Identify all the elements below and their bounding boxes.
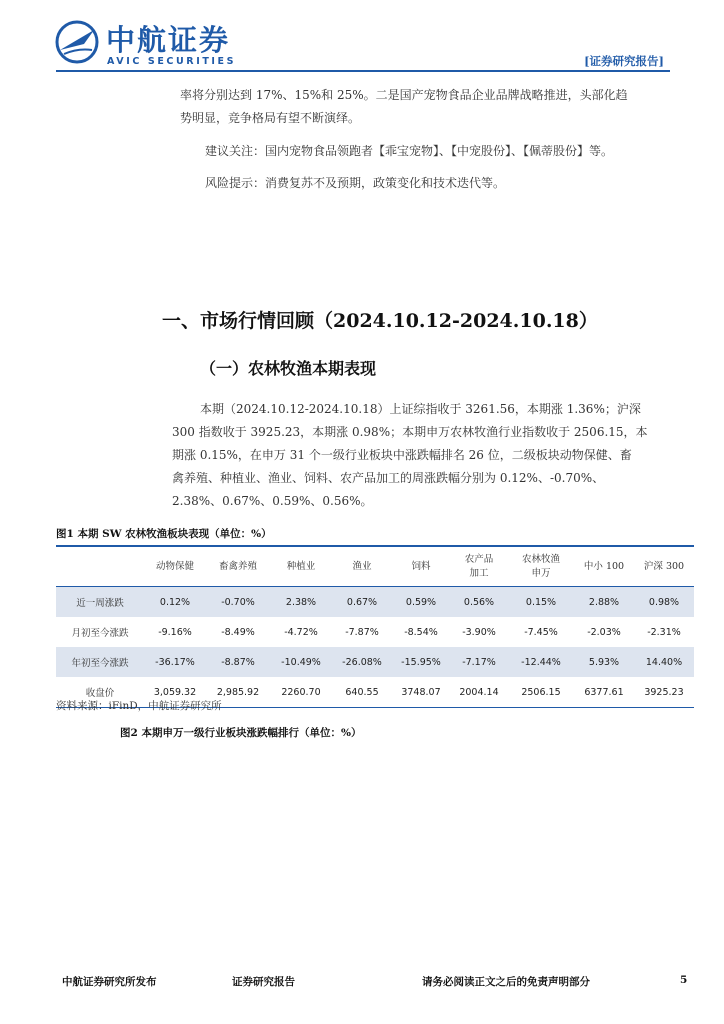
page-number: 5 bbox=[680, 974, 688, 986]
table-cell: 3,059.32 bbox=[153, 686, 197, 698]
table-cell: -2.03% bbox=[587, 626, 621, 638]
table-cell: -8.54% bbox=[404, 626, 438, 638]
table-cell: 2260.70 bbox=[281, 686, 321, 698]
row-label: 近一周涨跌 bbox=[56, 587, 144, 618]
table-row bbox=[56, 617, 694, 647]
header-cell: 中小 100 bbox=[583, 560, 625, 572]
suggest-paragraph: 建议关注：国内宠物食品领跑者【乖宝宠物】、【中宠股份】、【佩蒂股份】等。 bbox=[205, 144, 614, 158]
table-cell: -10.49% bbox=[270, 647, 332, 677]
table-cell: -0.70% bbox=[206, 587, 270, 618]
header-cell: 渔业 bbox=[352, 560, 372, 572]
table-row bbox=[56, 647, 694, 677]
market-para-line-2: 300 指数收于 3925.23，本期涨 0.98%；本期申万农林牧渔行业指数收于 2506.15，本 bbox=[172, 425, 648, 439]
header-cell: 沪深 300 bbox=[643, 560, 685, 572]
logo-chinese-name: 中航证券 bbox=[106, 23, 231, 57]
table-cell: -7.87% bbox=[345, 626, 379, 638]
table-cell: 0.15% bbox=[508, 587, 574, 618]
table-cell: -15.95% bbox=[392, 647, 450, 677]
table-cell: -8.87% bbox=[206, 647, 270, 677]
row-label: 月初至今涨跌 bbox=[71, 628, 129, 639]
row-label: 年初至今涨跌 bbox=[56, 647, 144, 677]
table-cell: 0.59% bbox=[392, 587, 450, 618]
table-cell: -7.17% bbox=[450, 647, 508, 677]
header-cell: 种植业 bbox=[286, 560, 316, 572]
market-para-line-1: 本期（2024.10.12-2024.10.18）上证综指收于 3261.56，本期涨 1.36%；沪深 bbox=[200, 402, 641, 416]
table-cell: 0.56% bbox=[450, 587, 508, 618]
table-cell: -12.44% bbox=[508, 647, 574, 677]
table-cell: 3925.23 bbox=[644, 686, 684, 698]
table-header-row bbox=[56, 546, 694, 587]
avic-logo-icon bbox=[54, 20, 100, 64]
table-cell: -8.49% bbox=[221, 626, 255, 638]
footer-disclaimer-note: 请务必阅读正文之后的免责声明部分 bbox=[422, 976, 590, 988]
section-heading: 一、市场行情回顾（2024.10.12-2024.10.18） bbox=[162, 310, 598, 332]
table-row bbox=[56, 587, 694, 618]
table-cell: -4.72% bbox=[284, 626, 318, 638]
header-cell: 饲料 bbox=[411, 560, 431, 572]
report-type-tag: [证券研究报告] bbox=[584, 54, 664, 68]
intro-line-1: 率将分别达到 17%、15%和 25%。二是国产宠物食品企业品牌战略推进，头部化趋 bbox=[180, 88, 628, 102]
table-cell: 5.93% bbox=[574, 647, 634, 677]
table-cell: 6377.61 bbox=[584, 686, 624, 698]
header-cell: 农产品 加工 bbox=[464, 553, 494, 579]
market-para-line-5: 2.38%、0.67%、0.59%、0.56%。 bbox=[172, 494, 373, 508]
market-para-line-3: 期涨 0.15%，在申万 31 个一级行业板块中涨跌幅排名 26 位，二级板块动物保健、畜 bbox=[172, 448, 632, 462]
table-cell: 14.40% bbox=[634, 647, 694, 677]
figure1-source: 资料来源：iFinD，中航证券研究所 bbox=[56, 700, 222, 712]
table-cell: 2004.14 bbox=[459, 686, 499, 698]
table-cell: 2.38% bbox=[270, 587, 332, 618]
table-cell: -7.45% bbox=[524, 626, 558, 638]
table-cell: 3748.07 bbox=[401, 686, 441, 698]
market-para-line-4: 禽养殖、种植业、渔业、饲料、农产品加工的周涨跌幅分别为 0.12%、-0.70%、 bbox=[172, 471, 605, 485]
subsection-heading: （一）农林牧渔本期表现 bbox=[200, 359, 377, 378]
row-label: 收盘价 bbox=[85, 688, 115, 699]
intro-line-2: 势明显，竞争格局有望不断演绎。 bbox=[180, 111, 361, 125]
risk-paragraph: 风险提示：消费复苏不及预期，政策变化和技术迭代等。 bbox=[205, 176, 506, 190]
header-cell bbox=[56, 546, 144, 587]
sector-performance-table bbox=[56, 545, 694, 708]
logo-english-name: AVIC SECURITIES bbox=[107, 56, 237, 67]
table-cell: 0.98% bbox=[634, 587, 694, 618]
footer-report-type: 证券研究报告 bbox=[232, 976, 295, 988]
header-cell: 畜禽养殖 bbox=[218, 560, 257, 572]
table-cell: -2.31% bbox=[647, 626, 681, 638]
table-cell: 2,985.92 bbox=[216, 686, 260, 698]
header-cell: 农林牧渔 申万 bbox=[521, 553, 560, 579]
table-cell: -3.90% bbox=[462, 626, 496, 638]
table-cell: 640.55 bbox=[345, 686, 379, 698]
table-cell: -9.16% bbox=[158, 626, 192, 638]
figure1-caption: 图1 本期 SW 农林牧渔板块表现（单位：%） bbox=[56, 528, 272, 540]
header-cell: 动物保健 bbox=[155, 560, 194, 572]
table-cell: 0.67% bbox=[332, 587, 392, 618]
table-cell: 2506.15 bbox=[521, 686, 561, 698]
footer-publisher: 中航证券研究所发布 bbox=[62, 976, 157, 988]
header-divider bbox=[56, 70, 670, 72]
table-cell: -26.08% bbox=[332, 647, 392, 677]
figure2-caption: 图2 本期申万一级行业板块涨跌幅排行（单位：%） bbox=[120, 727, 362, 739]
table-cell: -36.17% bbox=[144, 647, 206, 677]
table-cell: 2.88% bbox=[574, 587, 634, 618]
table-cell: 0.12% bbox=[144, 587, 206, 618]
